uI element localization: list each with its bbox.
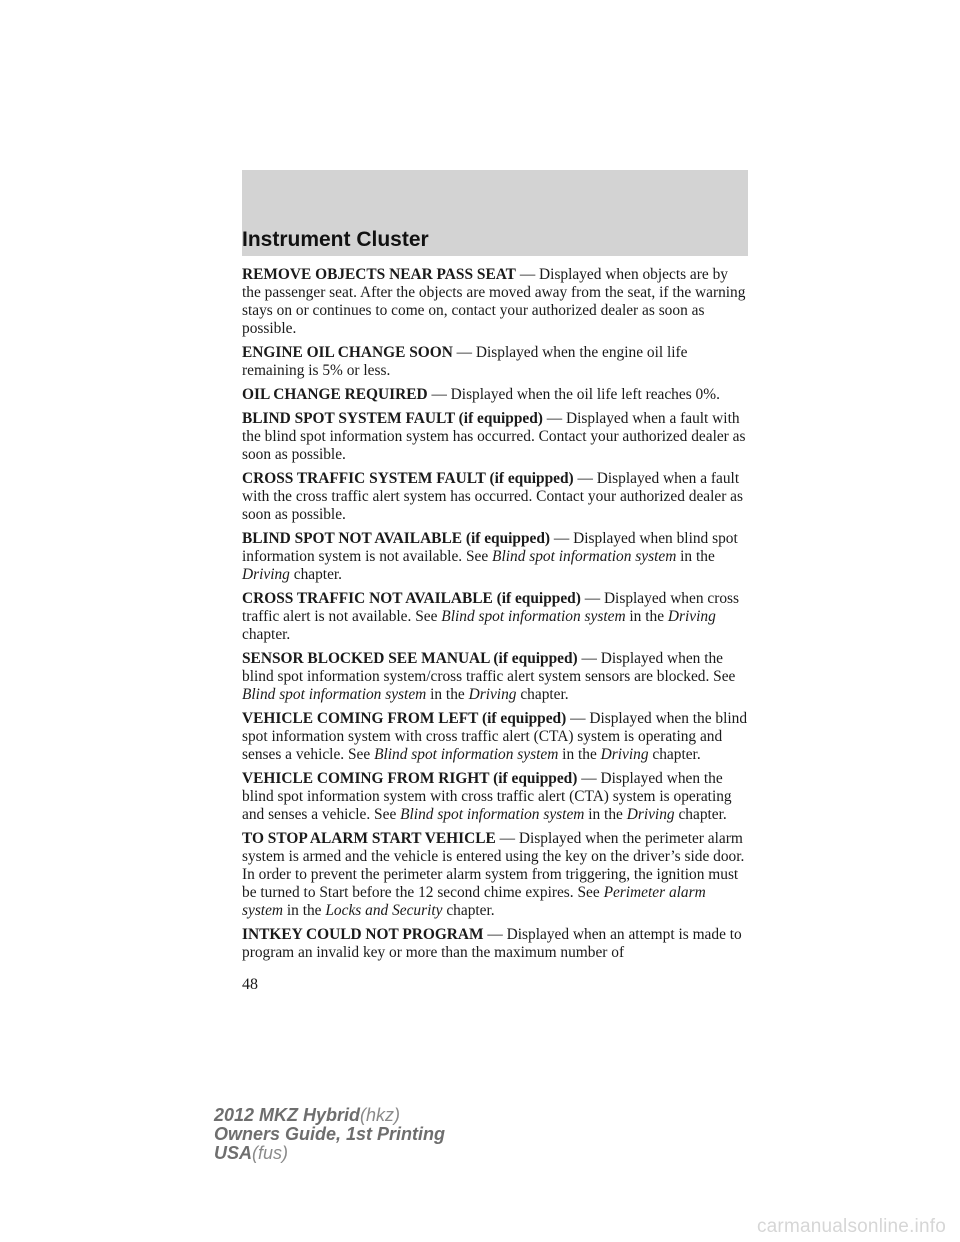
cross-reference: Locks and Security (325, 902, 443, 919)
message-term: CROSS TRAFFIC NOT AVAILABLE (if equipped) (242, 590, 581, 607)
message-description: in the (584, 806, 627, 823)
message-description: — Displayed when the oil life left reaches 0%. (431, 386, 720, 403)
message-description: — Displayed when the blind spot information system with cross traffic alert (CTA) system is operating and senses a vehicle. See (242, 710, 748, 763)
message-entry (242, 590, 748, 644)
message-description: in the (558, 746, 601, 763)
message-entry (242, 410, 748, 464)
footer-line-market (214, 1144, 445, 1163)
message-term: VEHICLE COMING FROM RIGHT (if equipped) (242, 770, 578, 787)
footer-model: 2012 MKZ Hybrid (214, 1105, 361, 1125)
message-description: chapter. (442, 902, 495, 919)
cross-reference: Driving (667, 608, 716, 625)
message-description: in the (283, 902, 326, 919)
message-description: chapter. (516, 686, 569, 703)
message-description: — Displayed when the blind spot information system with cross traffic alert (CTA) system is operating and senses a vehicle. See (242, 770, 732, 823)
cross-reference: Driving (242, 566, 290, 583)
message-entry (242, 344, 748, 380)
message-description: chapter. (289, 566, 343, 583)
message-term: VEHICLE COMING FROM LEFT (if equipped) (242, 710, 567, 727)
message-entry (242, 266, 748, 338)
message-term: INTKEY COULD NOT PROGRAM (242, 926, 484, 943)
message-entry (242, 830, 748, 920)
watermark: carmanualsonline.info (756, 1216, 946, 1237)
footer-market-code: (fus) (252, 1143, 289, 1163)
message-entry (242, 470, 748, 524)
message-entry (242, 770, 748, 824)
message-term: ENGINE OIL CHANGE SOON (242, 344, 453, 361)
message-description: — Displayed when cross traffic alert is not available. See (242, 590, 740, 625)
cross-reference: Blind spot information system (441, 608, 626, 625)
message-description: in the (676, 548, 715, 565)
footer-model-code: (hkz) (360, 1105, 401, 1125)
message-description: — Displayed when the engine oil life remaining is 5% or less. (242, 344, 688, 379)
message-term: CROSS TRAFFIC SYSTEM FAULT (if equipped) (242, 470, 574, 487)
message-entry (242, 386, 748, 404)
message-entry (242, 926, 748, 962)
message-entry (242, 710, 748, 764)
cross-reference: Blind spot information system (242, 686, 427, 703)
message-entry (242, 650, 748, 704)
message-description: — Displayed when the perimeter alarm system is armed and the vehicle is entered using the key on the driver’s side door. In order to prevent the perimeter alarm system from triggering, the ignition must be turned to Start before the 12 second chime expires. See (242, 830, 745, 901)
message-term: SENSOR BLOCKED SEE MANUAL (if equipped) (242, 650, 578, 667)
message-description: chapter. (242, 626, 291, 643)
message-description: chapter. (648, 746, 701, 763)
cross-reference: Driving (468, 686, 517, 703)
print-footer (214, 1106, 445, 1163)
message-description: in the (426, 686, 469, 703)
footer-line-guide (214, 1125, 445, 1144)
message-list (242, 266, 748, 968)
message-term: TO STOP ALARM START VEHICLE (242, 830, 496, 847)
message-description: — Displayed when an attempt is made to program an invalid key or more than the maximum number of (242, 926, 742, 961)
footer-market: USA (214, 1143, 253, 1163)
message-description: — Displayed when a fault with the cross traffic alert system has occurred. Contact your authorized dealer as soon as possible. (242, 470, 744, 523)
cross-reference: Driving (626, 806, 675, 823)
message-term: BLIND SPOT SYSTEM FAULT (if equipped) (242, 410, 543, 427)
cross-reference: Blind spot information system (492, 548, 677, 565)
message-description: — Displayed when blind spot information system is not available. See (242, 530, 738, 565)
cross-reference: Driving (600, 746, 649, 763)
section-title: Instrument Cluster (242, 228, 429, 251)
message-description: — Displayed when the blind spot information system/cross traffic alert system sensors are blocked. See (242, 650, 736, 685)
message-entry (242, 530, 748, 584)
message-description: — Displayed when objects are by the passenger seat. After the objects are moved away from the seat, if the warning stays on or continues to come on, contact your authorized dealer as soon as possible. (242, 266, 746, 337)
footer-guide: Owners Guide, 1st Printing (214, 1124, 446, 1144)
message-term: REMOVE OBJECTS NEAR PASS SEAT (242, 266, 516, 283)
message-description: — Displayed when a fault with the blind spot information system has occurred. Contact your authorized dealer as soon as possible. (242, 410, 746, 463)
cross-reference: Blind spot information system (374, 746, 559, 763)
page-number: 48 (242, 976, 258, 993)
footer-line-model (214, 1106, 445, 1125)
cross-reference: Perimeter alarm system (242, 884, 706, 919)
message-description: chapter. (674, 806, 727, 823)
message-term: OIL CHANGE REQUIRED (242, 386, 428, 403)
message-term: BLIND SPOT NOT AVAILABLE (if equipped) (242, 530, 551, 547)
message-description: in the (625, 608, 668, 625)
cross-reference: Blind spot information system (400, 806, 585, 823)
